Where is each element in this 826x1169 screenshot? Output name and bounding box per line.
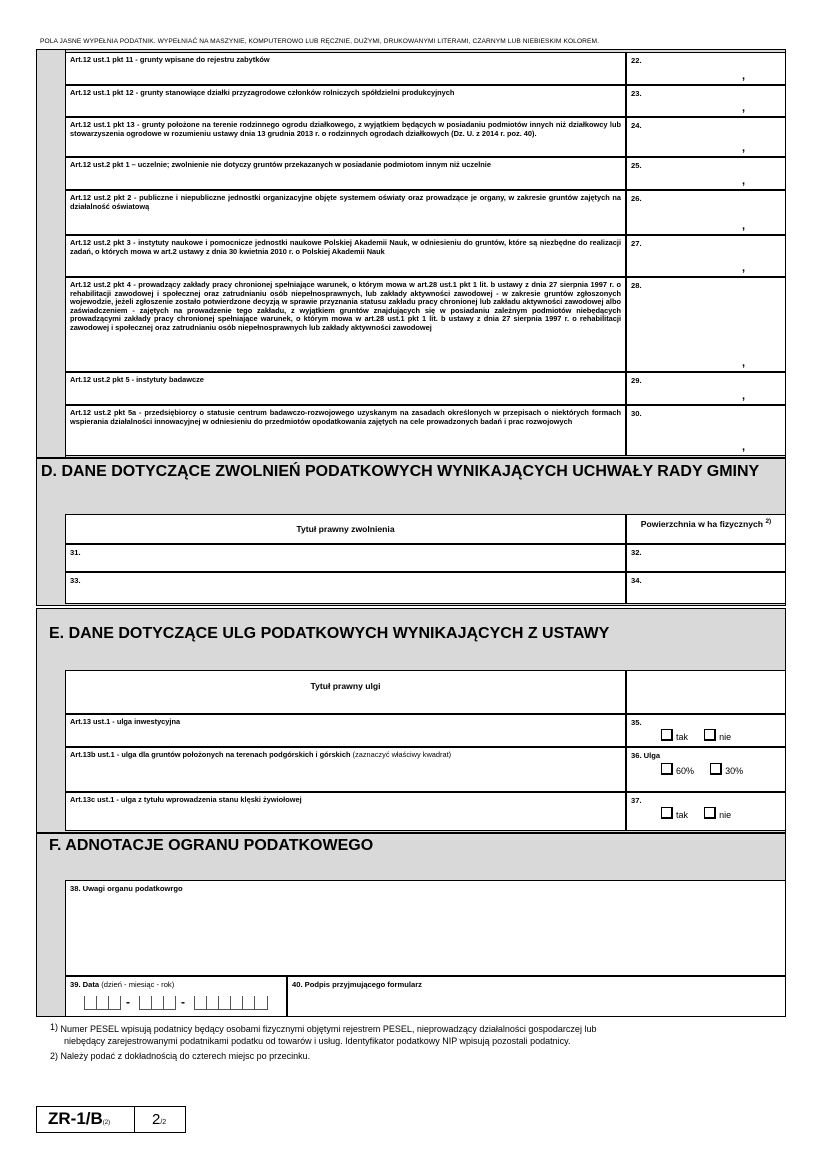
field-number-label: 23. (631, 89, 642, 98)
section-d-title: D. DANE DOTYCZĄCE ZWOLNIEŃ PODATKOWYCH WYNIKAJĄCYCH UCHWAŁY RADY GMINY (41, 463, 760, 480)
decimal-comma: , (741, 441, 745, 453)
field-30[interactable] (626, 405, 786, 456)
field-32[interactable]: 32. (626, 544, 786, 572)
field-28[interactable] (626, 277, 786, 372)
checkbox-37-nie[interactable] (704, 807, 716, 819)
row-24-desc: Art.12 ust.1 pkt 13 - grunty położone na terenie rodzinnego ogrodu działkowego, z wyjątkiem będących w posiadaniu podmiotów innych niż działkowcy lub stowarzyszenia ogrodowe w rozumieniu ustawy dnia 13 grudnia 2013 r. o rodzinnych ogrodach działkowych (Dz. U. z 2014 r. poz. 40). (65, 117, 626, 157)
field-31[interactable]: 31. (65, 544, 626, 572)
date-month-boxes[interactable] (139, 996, 176, 1010)
field-number-label: 29. (631, 376, 642, 385)
decimal-comma: , (741, 70, 745, 82)
field-number-label: 30. (631, 409, 642, 418)
date-dash-2: - (181, 995, 185, 1009)
footnote-1: 1) Numer PESEL wpisują podatnicy będący osobami fizycznymi objętymi rejestrem PESEL, nieprowadzący działalności gospodarczej lub niebędący zarejestrowanymi podatnikami podatku od towarów i usług. Identyfikator podatkowy NIP wpisują pozostali podatnicy. (50, 1022, 597, 1047)
row-30-desc: Art.12 ust.2 pkt 5a - przedsiębiorcy o statusie centrum badawczo-rozwojowego uzyskanym na zasadach określonych w przepisach o niektórych formach wspierania działalności innowacyjnej w odniesieniu do przedmiotów opodatkowania zajętych na cele prowadzonych badań i prac rozwojowych (65, 405, 626, 456)
row-36-field: 36. Ulga 60% 30% (626, 747, 786, 792)
field-40-signature[interactable]: 40. Podpis przyjmującego formularz (287, 976, 786, 1017)
field-number-label: 22. (631, 56, 642, 65)
section-e-col-blank-header (626, 670, 786, 714)
form-code: ZR-1/B(2) (48, 1109, 111, 1128)
decimal-comma: , (741, 262, 745, 274)
section-e-col-title-header: Tytuł prawny ulgi (65, 670, 626, 714)
field-38-remarks[interactable]: 38. Uwagi organu podatkowrgo (65, 880, 786, 976)
footnote-2: 2) Należy podać z dokładnością do czterech miejsc po przecinku. (50, 1051, 311, 1061)
field-number-label: 27. (631, 239, 642, 248)
field-24[interactable] (626, 117, 786, 157)
field-number-label: 28. (631, 281, 642, 290)
row-37-desc: Art.13c ust.1 - ulga z tytułu wprowadzenia stanu klęski żywiołowej (65, 792, 626, 831)
field-27[interactable] (626, 235, 786, 277)
section-d-col-area-header: Powierzchnia w ha fizycznych $^{2)}$ (626, 514, 786, 544)
checkbox-36-60[interactable] (661, 763, 673, 775)
row-26-desc: Art.12 ust.2 pkt 2 - publiczne i niepubliczne jednostki organizacyjne objęte systemem oświaty oraz prowadzące je organy, w zakresie gruntów zajętych na działalność oświatową (65, 190, 626, 235)
section-e-title: E. DANE DOTYCZĄCE ULG PODATKOWYCH WYNIKAJĄCYCH Z USTAWY (49, 625, 610, 642)
field-26[interactable] (626, 190, 786, 235)
section-f-title: F. ADNOTACJE OGRANU PODATKOWEGO (49, 837, 374, 854)
fill-instructions: POLA JASNE WYPEŁNIA PODATNIK. WYPEŁNIAĆ NA MASZYNIE, KOMPUTEROWO LUB RĘCZNIE, DUŻYMI, DRUKOWANYMI LITERAMI, CZARNYM LUB NIEBIESKIM KOLOREM. (40, 38, 600, 45)
field-23[interactable] (626, 85, 786, 117)
form-id-box (36, 1106, 186, 1133)
row-29-desc: Art.12 ust.2 pkt 5 - instytuty badawcze (65, 372, 626, 405)
date-day-boxes[interactable] (84, 996, 121, 1010)
field-39-date[interactable]: 39. Data (dzień - miesiąc - rok) (65, 976, 287, 1017)
row-27-desc: Art.12 ust.2 pkt 3 - instytuty naukowe i pomocnicze jednostki naukowe Polskiej Akademii Nauk, w odniesieniu do gruntów, które są niezbędne do realizacji zadań, o których mowa w art.2 ustawy z dnia 30 kwietnia 2010 r. o Polskiej Akademii Nauk (65, 235, 626, 277)
row-22-desc: Art.12 ust.1 pkt 11 - grunty wpisane do rejestru zabytków (65, 52, 626, 85)
field-number-label: 24. (631, 121, 642, 130)
field-22[interactable] (626, 52, 786, 85)
row-37-field: 37. tak nie (626, 792, 786, 831)
page-number: 2/2 (152, 1111, 167, 1128)
date-year-boxes[interactable] (194, 996, 268, 1010)
checkbox-37-tak[interactable] (661, 807, 673, 819)
date-dash-1: - (126, 995, 130, 1009)
decimal-comma: , (741, 220, 745, 232)
row-25-desc: Art.12 ust.2 pkt 1 – uczelnie; zwolnienie nie dotyczy gruntów przekazanych w posiadanie podmiotom innym niż uczelnie (65, 157, 626, 190)
checkbox-35-nie[interactable] (704, 729, 716, 741)
row-35-desc: Art.13 ust.1 - ulga inwestycyjna (65, 714, 626, 747)
checkbox-35-tak[interactable] (661, 729, 673, 741)
decimal-comma: , (741, 102, 745, 114)
field-29[interactable] (626, 372, 786, 405)
decimal-comma: , (741, 357, 745, 369)
row-36-desc: Art.13b ust.1 - ulga dla gruntów położonych na terenach podgórskich i górskich (zaznaczyć właściwy kwadrat) (65, 747, 626, 792)
field-25[interactable] (626, 157, 786, 190)
field-number-label: 26. (631, 194, 642, 203)
field-number-label: 25. (631, 161, 642, 170)
section-d-col-title-header: Tytuł prawny zwolnienia (65, 514, 626, 544)
field-33[interactable]: 33. (65, 572, 626, 604)
checkbox-36-30[interactable] (710, 763, 722, 775)
row-23-desc: Art.12 ust.1 pkt 12 - grunty stanowiące działki przyzagrodowe członków rolniczych spółdzielni produkcyjnych (65, 85, 626, 117)
row-35-field: 35. tak nie (626, 714, 786, 747)
field-34[interactable]: 34. (626, 572, 786, 604)
decimal-comma: , (741, 390, 745, 402)
decimal-comma: , (741, 175, 745, 187)
decimal-comma: , (741, 142, 745, 154)
row-28-desc: Art.12 ust.2 pkt 4 - prowadzący zakłady pracy chronionej spełniające warunek, o którym mowa w art.28 ust.1 pkt 1 lit. b ustawy z dnia 27 sierpnia 1997 r. o rehabilitacji zawodowej i społecznej oraz zatrudnianiu osób niepełnosprawnych, lub zakłady aktywności zawodowej - w zakresie gruntów zgłoszonych wojewodzie, jeżeli zgłoszenie zostało potwierdzone decyzją w sprawie przyznania statusu zakładu pracy chronionej lub zakładu aktywności zawodowej albo zaświadczeniem - zajętych na prowadzenie tego zakładu, z wyjątkiem gruntów znajdujących się w posiadaniu zależnym podmiotów niebędących prowadzącymi zakłady pracy chronionej spełniające warunek, o którym mowa w art.28 ust.1 pkt 1 lit. b ustawy z dnia 27 sierpnia 1997 r. o rehabilitacji zawodowej i społecznej oraz zatrudnianiu osób niepełnosprawnych lub zakłady aktywności zawodowej (65, 277, 626, 372)
